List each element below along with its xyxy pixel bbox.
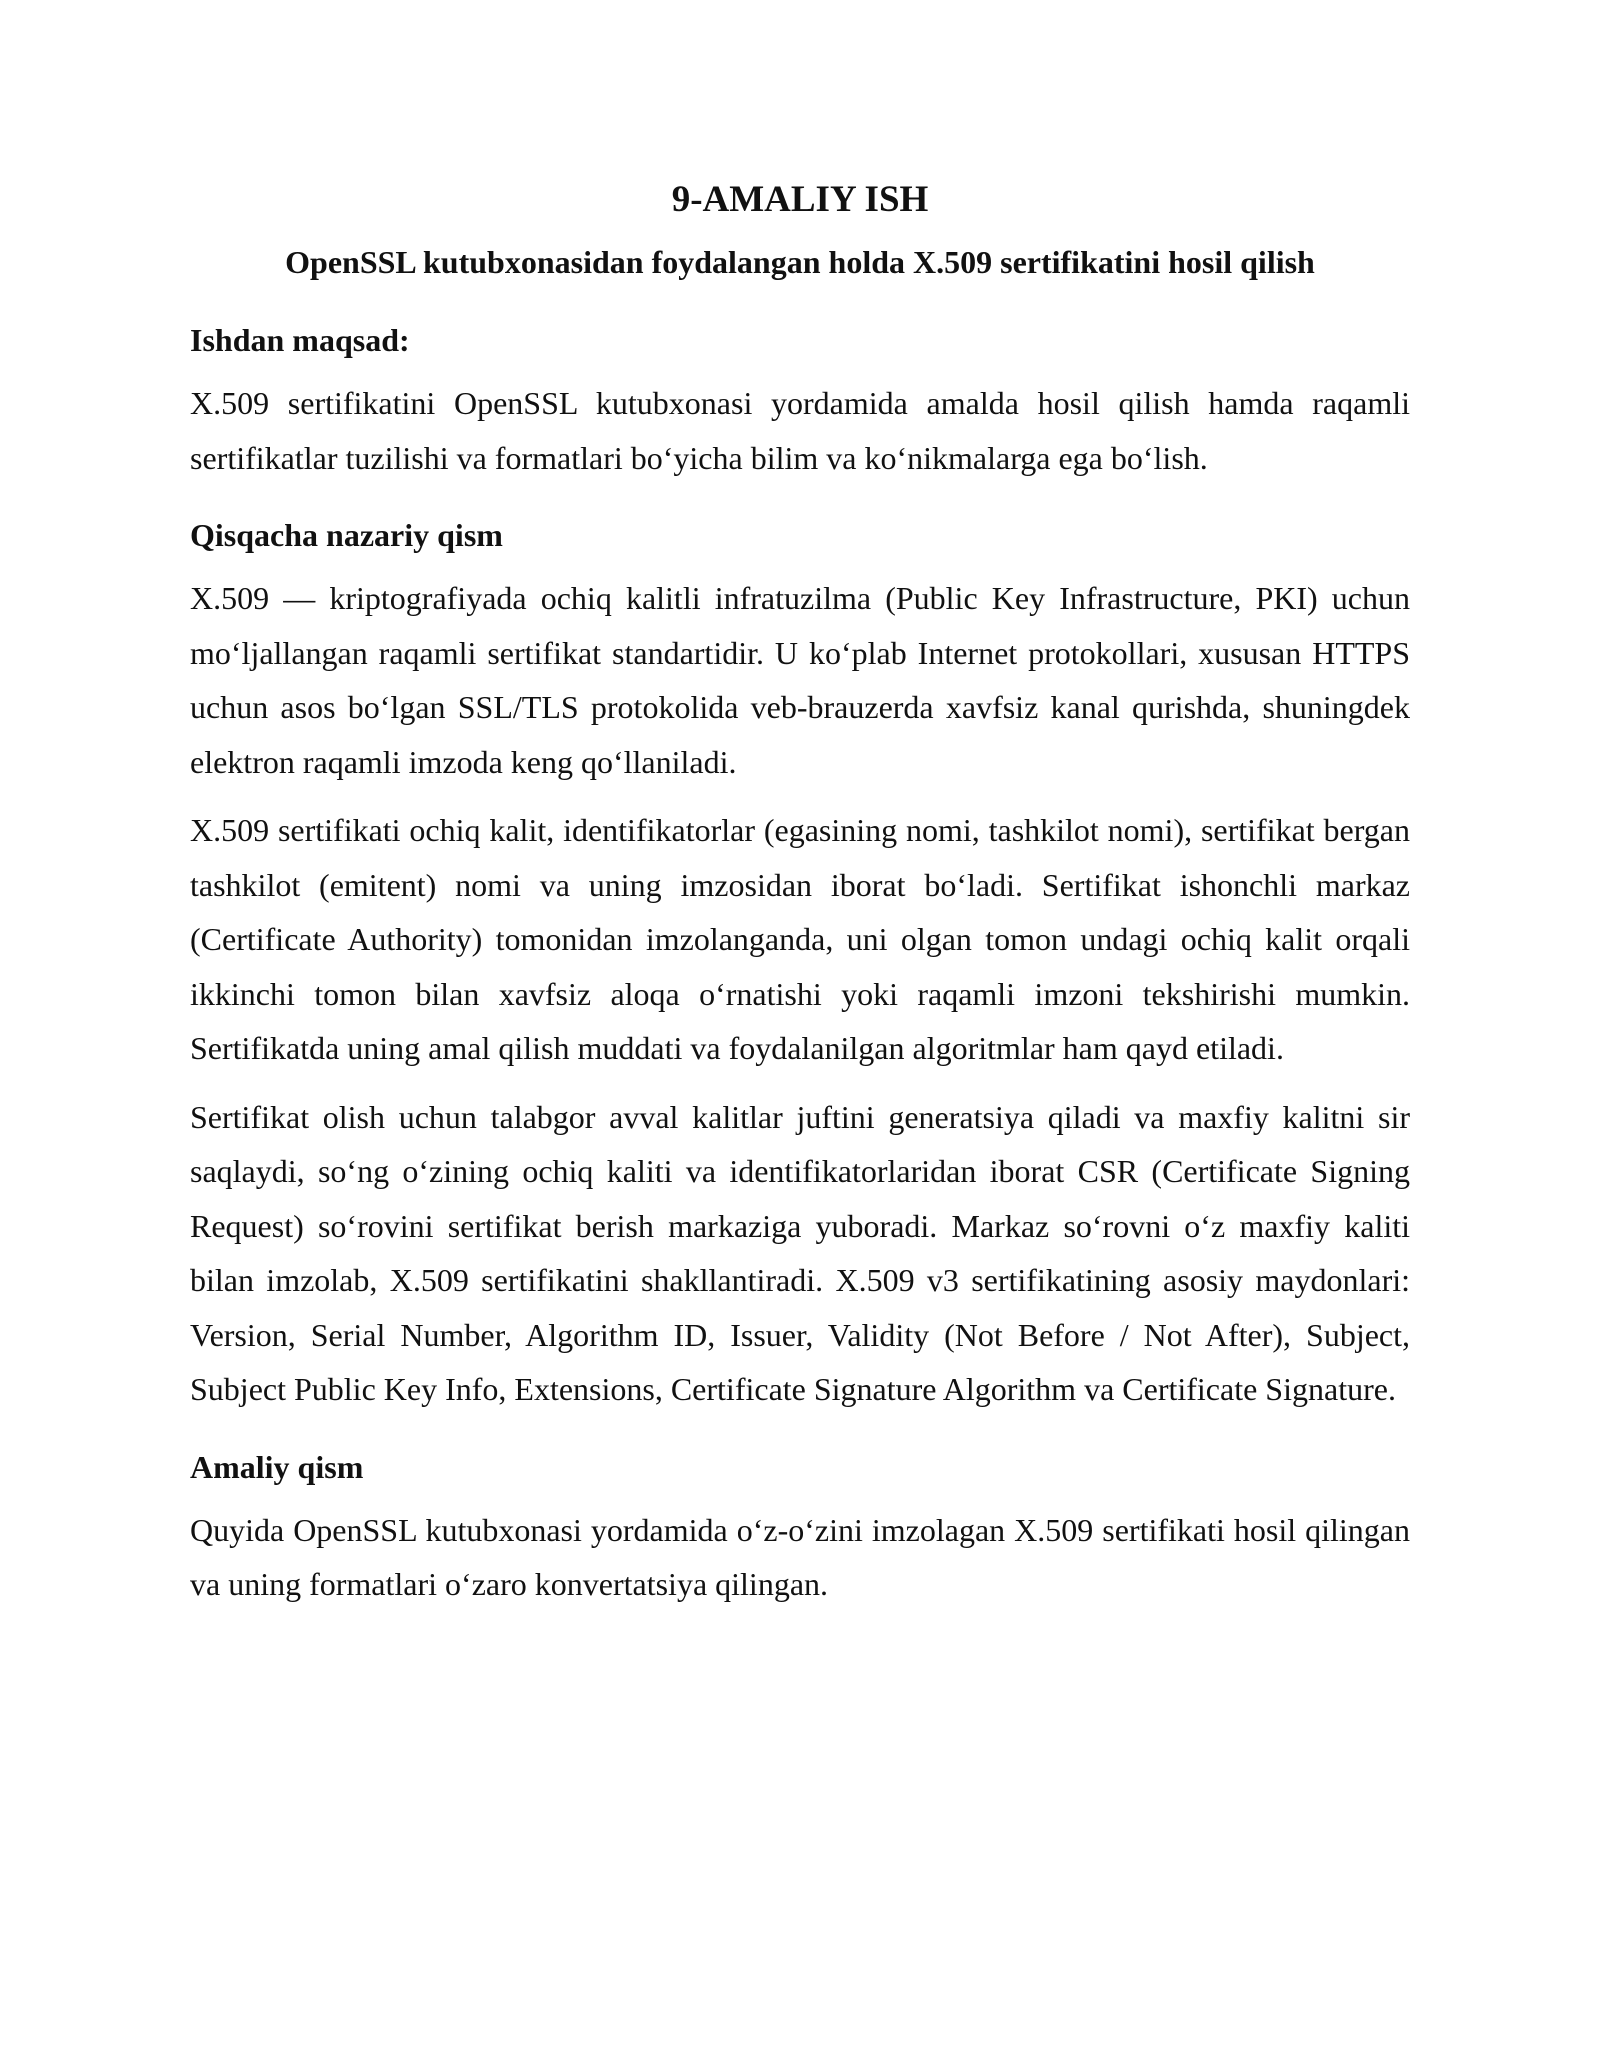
section-heading-theory: Qisqacha nazariy qism (190, 517, 503, 553)
goal-paragraph: X.509 sertifikatini OpenSSL kutubxonasi yordamida amalda hosil qilish hamda raqamli sertifikatlar tuzilishi va formatlari bo‘yicha bilim va ko‘nikmalarga ega bo‘lish. (190, 385, 1410, 476)
document-title: 9-AMALIY ISH (671, 179, 929, 220)
theory-paragraph-3: Sertifikat olish uchun talabgor avval kalitlar juftini generatsiya qiladi va maxfiy kalitni sir saqlaydi, so‘ng o‘zining ochiq kaliti va identifikatorlaridan iborat CSR (Certificate Signing Request) so‘rovini sertifikat berish markaziga yuboradi. Markaz so‘rovni o‘z maxfiy kaliti bilan imzolab, X.509 sertifikatini shakllantiradi. X.509 v3 sertifikatining asosiy maydonlari: Version, Serial Number, Algorithm ID, Issuer, Validity (Not Before / Not After), Subject, Subject Public Key Info, Extensions, Certificate Signature Algorithm va Certificate Signature. (190, 1098, 1410, 1407)
theory-paragraph-2: X.509 sertifikati ochiq kalit, identifikatorlar (egasining nomi, tashkilot nomi), sertifikat bergan tashkilot (emitent) nomi va uning imzosidan iborat bo‘ladi. Sertifikat ishonchli markaz (Certificate Authority) tomonidan imzolanganda, uni olgan tomon undagi ochiq kalit orqali ikkinchi tomon bilan xavfsiz aloqa o‘rnatishi yoki raqamli imzoni tekshirishi mumkin. Sertifikatda uning amal qilish muddati va foydalanilgan algoritmlar ham qayd etiladi. (190, 812, 1410, 1066)
section-practical (190, 1447, 1410, 1612)
document-subtitle: OpenSSL kutubxonasidan foydalangan holda X.509 sertifikatini hosil qilish (285, 244, 1315, 280)
theory-paragraph-1: X.509 — kriptografiyada ochiq kalitli infratuzilma (Public Key Infrastructure, PKI) uchun mo‘ljallangan raqamli sertifikat standartidir. U ko‘plab Internet protokollari, xususan HTTPS uchun asos bo‘lgan SSL/TLS protokolida veb-brauzerda xavfsiz kanal qurishda, shuningdek elektron raqamli imzoda keng qo‘llaniladi. (190, 580, 1410, 780)
section-heading-goal: Ishdan maqsad: (190, 322, 410, 358)
practical-paragraph: Quyida OpenSSL kutubxonasi yordamida o‘z-o‘zini imzolagan X.509 sertifikati hosil qilingan va uning formatlari o‘zaro konvertatsiya qilingan. (190, 1511, 1410, 1602)
section-heading-practical: Amaliy qism (190, 1448, 364, 1485)
document-page (190, 178, 1410, 1612)
section-theory (190, 515, 1410, 1417)
section-goal (190, 320, 1410, 485)
